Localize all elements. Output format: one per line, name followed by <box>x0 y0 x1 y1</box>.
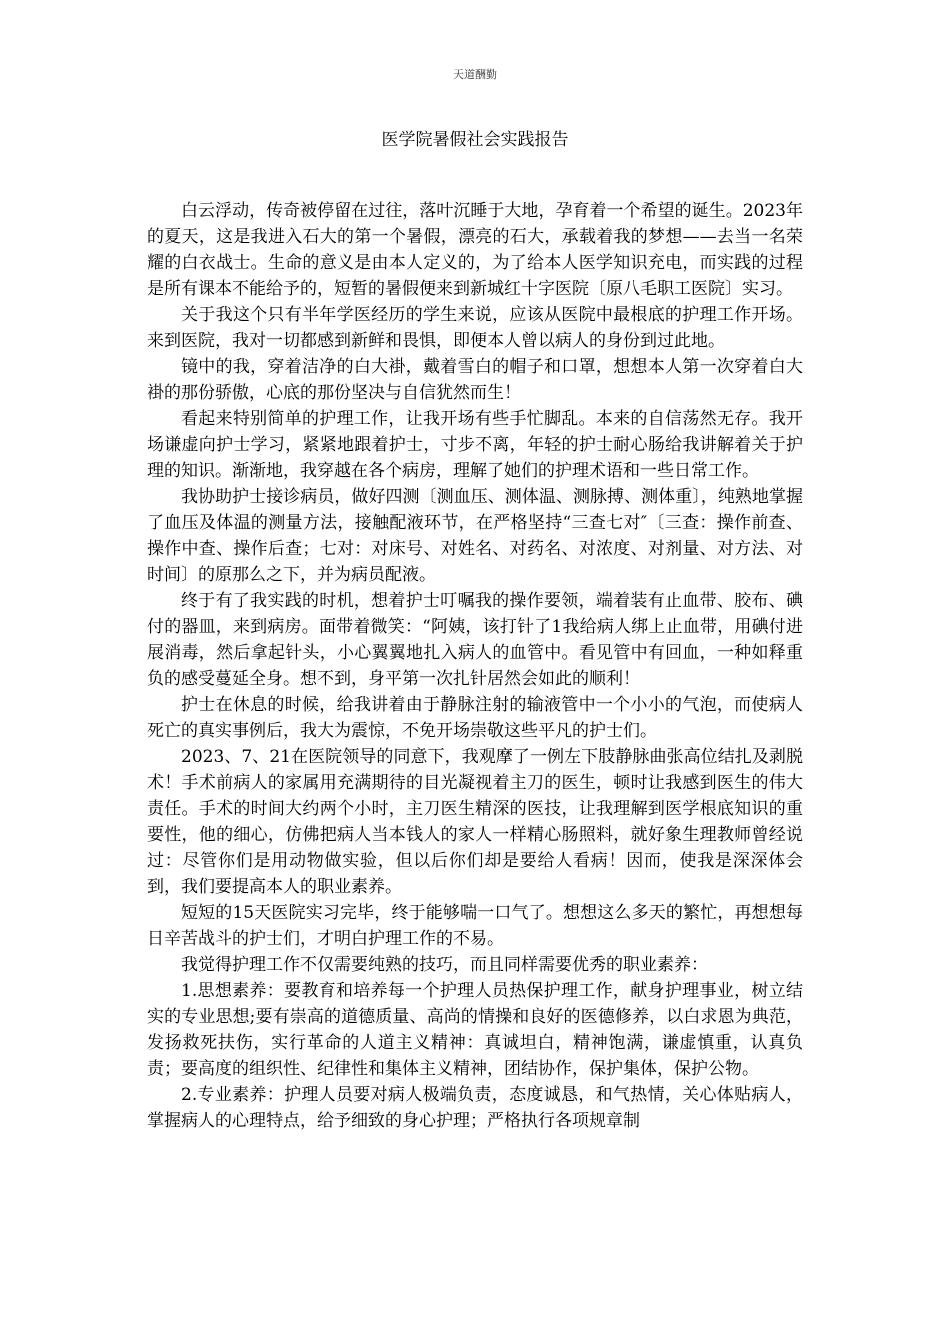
paragraph: 短短的15天医院实习完毕，终于能够喘一口气了。想想这么多天的繁忙，再想想每日辛苦战斗的护士们，才明白护理工作的不易。 <box>147 903 803 949</box>
document-body <box>147 198 803 1134</box>
document-title: 医学院暑假社会实践报告 <box>381 130 569 150</box>
page-header: 天道酬勤 <box>453 68 497 81</box>
paragraph: 白云浮动，传奇被停留在过往，落叶沉睡于大地，孕育着一个希望的诞生。2023年的夏天，这是我进入石大的第一个暑假，漂亮的石大，承载着我的梦想——去当一名荣耀的白衣战士。生命的意义是由本人定义的，为了给本人医学知识充电，而实践的过程是所有课本不能给予的，短暂的暑假便来到新城红十字医院〔原八毛职工医院〕实习。 <box>147 201 803 299</box>
paragraph: 护士在休息的时候，给我讲着由于静脉注射的输液管中一个小小的气泡，而使病人死亡的真实事例后，我大为震惊，不免开场崇敬这些平凡的护士们。 <box>147 695 803 741</box>
paragraph: 2.专业素养：护理人员要对病人极端负责，态度诚恳，和气热情，关心体贴病人，掌握病人的心理特点，给予细致的身心护理；严格执行各项规章制 <box>147 1085 803 1131</box>
paragraph: 关于我这个只有半年学医经历的学生来说，应该从医院中最根底的护理工作开场。来到医院，我对一切都感到新鲜和畏惧，即便本人曾以病人的身份到过此地。 <box>147 305 803 351</box>
paragraph: 终于有了我实践的时机，想着护士叮嘱我的操作要领，端着装有止血带、胶布、碘付的器皿，来到病房。面带着微笑：“阿姨，该打针了1我给病人绑上止血带，用碘付进展消毒，然后拿起针头，小心翼翼地扎入病人的血管中。看见管中有回血，一种如释重负的感受蔓延全身。想不到，身平第一次扎针居然会如此的顺利！ <box>147 591 803 689</box>
paragraph: 2023、7、21在医院领导的同意下，我观摩了一例左下肢静脉曲张高位结扎及剥脱术！手术前病人的家属用充满期待的目光凝视着主刀的医生，顿时让我感到医生的伟大责任。手术的时间大约两个小时，主刀医生精深的医技，让我理解到医学根底知识的重要性，他的细心，仿佛把病人当本钱人的家人一样精心肠照料，就好象生理教师曾经说过：尽管你们是用动物做实验，但以后你们却是要给人看病！因而，使我是深深体会到，我们要提高本人的职业素养。 <box>147 747 803 897</box>
paragraph: 1.思想素养：要教育和培养每一个护理人员热保护理工作，献身护理事业，树立结实的专业思想;要有崇高的道德质量、高尚的情操和良好的医德修养，以白求恩为典范，发扬救死扶伤，实行革命的人道主义精神：真诚坦白，精神饱满，谦虚慎重，认真负责；要高度的组织性、纪律性和集体主义精神，团结协作，保护集体，保护公物。 <box>147 981 803 1079</box>
paragraph: 我觉得护理工作不仅需要纯熟的技巧，而且同样需要优秀的职业素养： <box>181 955 708 975</box>
paragraph: 我协助护士接诊病员，做好四测〔测血压、测体温、测脉搏、测体重〕，纯熟地掌握了血压及体温的测量方法，接触配液环节，在严格坚持“三查七对″〔三查：操作前查、操作中查、操作后查；七对：对床号、对姓名、对药名、对浓度、对剂量、对方法、对时间〕的原那么之下，并为病员配液。 <box>147 487 803 585</box>
paragraph: 镜中的我，穿着洁净的白大褂，戴着雪白的帽子和口罩，想想本人第一次穿着白大褂的那份骄傲，心底的那份坚决与自信犹然而生！ <box>147 357 803 403</box>
paragraph: 看起来特别简单的护理工作，让我开场有些手忙脚乱。本来的自信荡然无存。我开场谦虚向护士学习，紧紧地跟着护士，寸步不离，年轻的护士耐心肠给我讲解着关于护理的知识。渐渐地，我穿越在各个病房，理解了她们的护理术语和一些日常工作。 <box>147 409 803 481</box>
